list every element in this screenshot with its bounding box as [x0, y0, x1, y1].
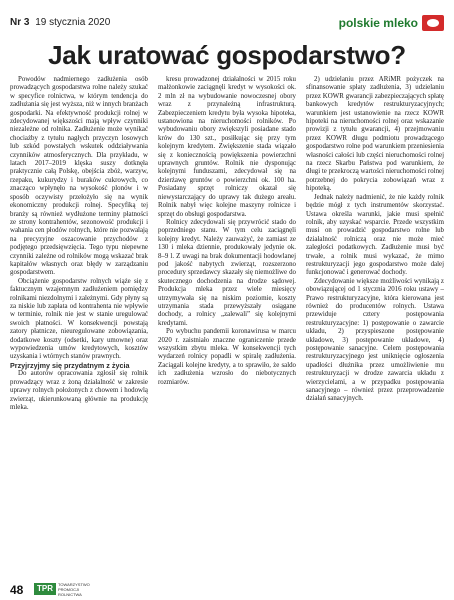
- issue-date: 19 stycznia 2020: [35, 17, 111, 28]
- paragraph: Obciążenie gospodarstw rolnych wiąże się z faktucznym wzajemnym zadłużeniem pomiędzy rolnikami niezdolnymi i zależnymi. Gdy płyny są za niskie lub zapłata od kontrahenta nie wpływie w terminie, rolnik nie jest w stanie uregulować swoich płatności. W konsekwencji powstają zatory płatnicze, nieuregulowane zobowiązania, dodatkowe koszty (odsetki, kary umowne) oraz wypowiedzenia umów kredytowych, kosztów uzyskania i wtórnych stanów prawnych.: [10, 277, 148, 361]
- tpr-logo-caption: TOWARZYSTWO PROMOCJI ROLNICTWA: [58, 581, 90, 597]
- page-footer: [0, 578, 454, 600]
- paragraph: Rolnicy zdecydowali się przywrócić stado do poprzedniego stanu. W tym celu zaciągnęli kolejny kredyt. Należy zauważyć, że zamiast ze 130 i mleka dziennie, produkowały jedynie ok. 8–9 l. Z uwagi na brak dokumentacji hodowlanej pod jakość nabytych zwierząt, rozszerzono procedury sprzedawcy skazały się niemożliwe do skutecznego dochodzenia na drodze sądowej. Produkcja mleka przez wiele miesięcy utrzymywała się na niskim poziomie, koszty utrzymania stada przewyższały osiągane dochody, a rolnicy „zalewali” się kolejnymi kredytami.: [158, 218, 296, 327]
- tpr-logo-mark: TPR: [34, 583, 56, 595]
- paragraph: Jednak należy nadmienić, że nie każdy rolnik będzie mógł z tych instrumentów skorzystać. Ustawa określa warunki, jakie musi spełnić rolnik, aby uzyskać wsparcie. Przede wszystkim musi on prowadzić gospodarstwo rolne lub działalność rolniczą oraz nie może mieć zaległości podatkowych. Zadłużenie musi być trwałe, a rolnik musi wykazać, że mimo restrukturyzacji jego gospodarstwo może dalej funkcjonować i generować dochody.: [306, 193, 444, 277]
- paragraph: Do autorów opracowania zgłosił się rolnik prowadzący wraz z żoną działalność w zakresie uprawy rolnych położonych z chowem i hodowlą zwierząt, ukierunkowaną głównie na produkcję mleka.: [10, 370, 148, 412]
- tpr-logo: [34, 581, 90, 597]
- page-number: 48: [10, 583, 24, 597]
- magazine-brand: [339, 14, 444, 31]
- brand-name: polskie mleko: [338, 15, 418, 30]
- section-subheading: Przyjrzyjmy się przydatnym z życia: [10, 360, 130, 370]
- paragraph: kresu prowadzonej działalności w 2015 roku małżonkowie zaciągnęli kredyt w wysokości ok. 2 mln zł na wybudowanie nowoczesnej obory wraz z przynależną infrastrukturą. Zabezpieczeniem kredytu była wysoka hipoteka, ustanowiona na nieruchomości rolników. Po wybudowaniu obory zwiększyli posiadane stado krów do 130 szt., posiłkując się przy tym kolejnym kredytem. Zwiększenie stada wiązało się z koniecznością powiększenia powierzchni uprawnych gruntów. Rolnik nie dysponując kolejnymi funduszami, zdecydował się na dzierżawę gruntów o powierzchni ok. 100 ha. Posiadany sprzęt rolniczy okazał się niewystarczający do uprawy tak dużego areału. Rolnik nabył więc kolejne maszyny rolnicze i sprzęt do obsługi gospodarstwa.: [158, 76, 296, 218]
- article-headline: Jak uratować gospodarstwo?: [48, 40, 406, 70]
- article-column-1: [10, 76, 148, 576]
- issue-info: [10, 17, 110, 28]
- paragraph: Po wybuchu pandemii koronawirusa w marcu 2020 r. zaistniało znaczne ograniczenie przede wszystkim zbytu mleka. W konsekwencji tych wydarzeń rolnicy popadli w spiralę zadłużenia. Zaciągali kolejne kredyty, a to sprawiło, że saldo ich zadłużenia wzrosło do niebotycznych rozmiarów.: [158, 328, 296, 386]
- page-header: [0, 0, 454, 36]
- issue-number: Nr 3: [10, 17, 30, 28]
- cow-logo-icon: [422, 15, 444, 31]
- article-body: [10, 76, 444, 576]
- article-column-3: [306, 76, 444, 576]
- article-column-2: [158, 76, 296, 576]
- paragraph: Powodów nadmiernego zadłużenia osób prowadzących gospodarstwa rolne należy szukać w specyfice rolnictwa, w którym tendencja do zadłużania się jest wyższa, niż w innych branżach gospodarki. Na efektywność produkcji rolnej w zdecydowanej większości mają wpływ czynniki niezależne od rolnika. Zadłużenie może wynikać chociażby z tytułu nagłych przyczyn losowych lub szkód powstałych wskutek oddziaływania czynników atmosferycznych. Dla przykładu, w latach 2017–2019 klęska suszy dotknęła praktycznie całą Polskę, obejścia zbóż, warzyw, rzepaku, kukurydzy i buraków cukrowych, co znacząco wpłynęło na wysokość plonów i w sposób oczywisty przełożyło się na wynik ekonomiczny produkcji rolnej. Specyfiką tej branży są również wydłużone terminy płatności ze strony kontrahentów, sezonowość produkcji i wahania cen płodów rolnych, które nie pozwalają na precyzyjne oszacowanie przychodów z podjętego przedsięwzięcia. Tego typu niepewne czynniki zależne od rolników mogą wskazać brak kapitałów własnych oraz błędy w zarządzaniu gospodarstwem.: [10, 76, 148, 277]
- paragraph: 2) udzielaniu przez ARiMR pożyczek na sfinansowanie spłaty zadłużenia, 3) udzielaniu przez KOWR gwarancji zabezpieczających spłatę bankowych kredytów restrukturyzacyjnych; warunkiem jest ustanowienie na rzecz KOWR hipoteki na nieruchomości rolnej oraz wskazanie prowizji z tytułu gwarancji, 4) przejmowaniu przez KOWR długu podmiotu prowadzącego gospodarstwo rolne pod warunkiem przeniesienia własności całości lub części nieruchomości rolnej na rzecz Skarbu Państwa pod warunkiem, że długi te przekroczą wartości nieruchomości rolnej potrzebnej do pokrycia zobowiązań wraz z hipoteką.: [306, 76, 444, 193]
- paragraph: Zdecydowanie większe możliwości wynikają z obowiązującej od 1 stycznia 2016 roku ustawy – Prawo restrukturyzacyjne, która kierowana jest również do producentów rolnych. Ustawa przewiduje cztery postępowania restrukturyzacyjne: 1) postępowanie o zawarcie układu, 2) przyspieszone postępowanie układowe, 3) postępowanie układowe, 4) postępowanie sanacyjne. Celem postępowania restrukturyzacyjnego jest uniknięcie ogłoszenia upadłości dłużnika przez umożliwienie mu restrukturyzacji w drodze zawarcia układu z wierzycielami, a w przypadku postępowania sanacyjnego – również przez przeprowadzenie działań sanacyjnych.: [306, 277, 444, 403]
